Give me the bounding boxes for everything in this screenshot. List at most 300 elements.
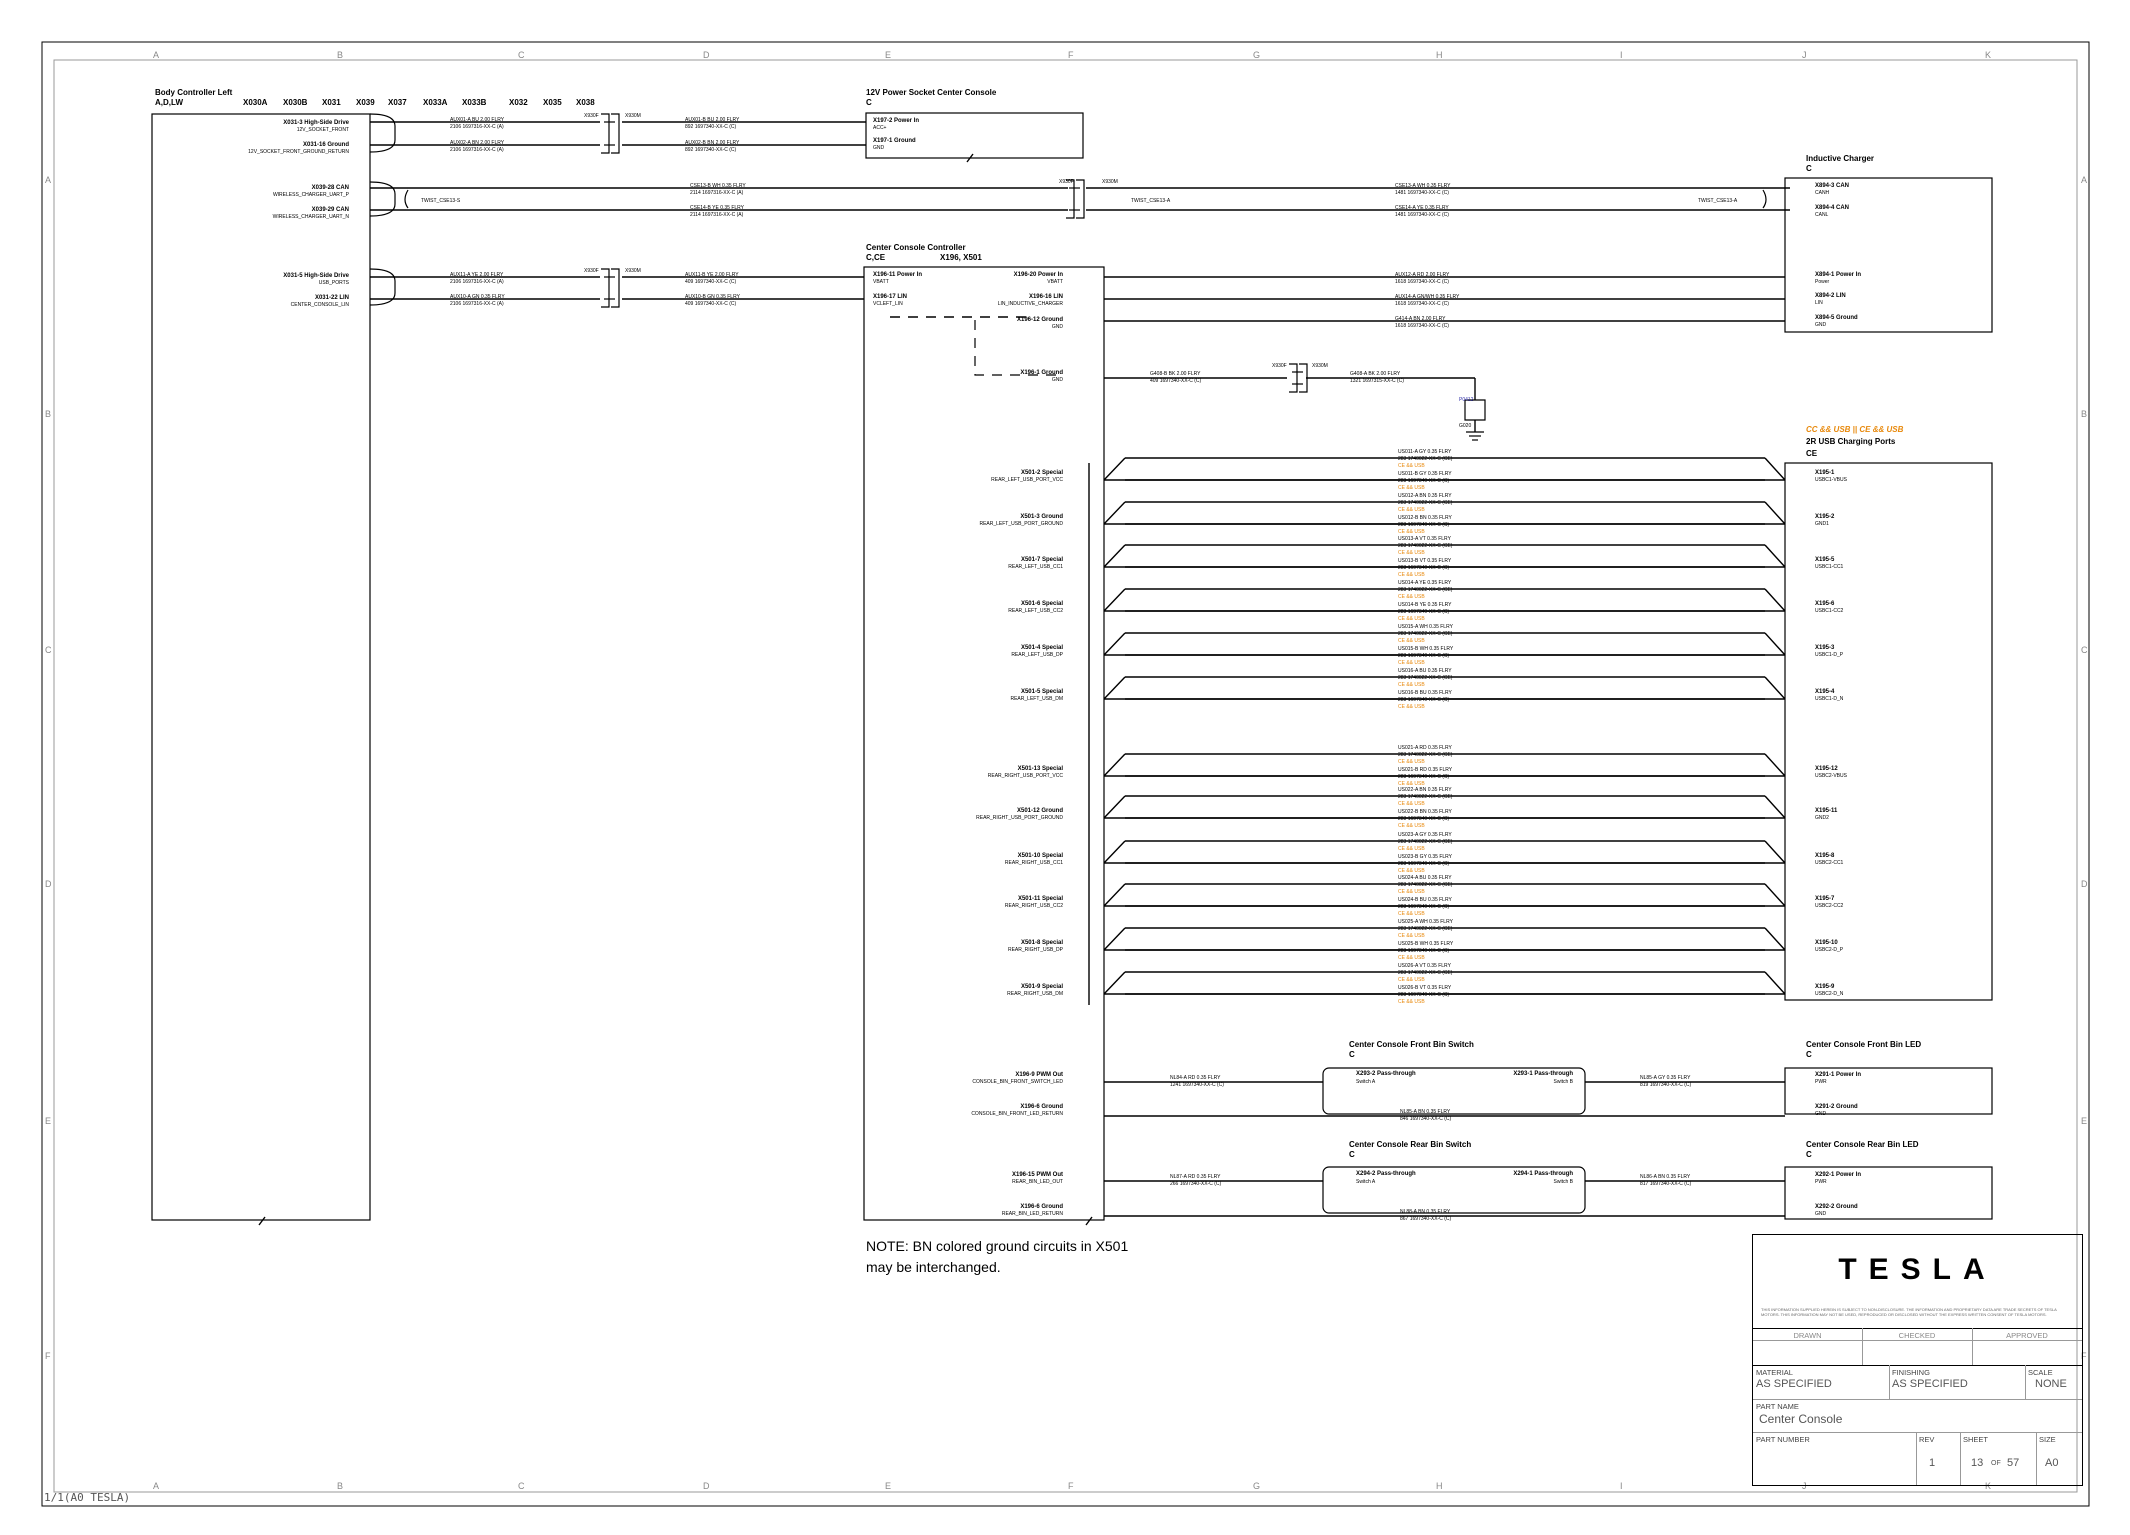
usb-wire-splay (1104, 677, 1125, 699)
rear-switch-pin-sig: Switch B (1553, 1179, 1573, 1185)
body-pin-id: X031-3 High-Side Drive (283, 120, 349, 126)
charger-pin-signal: CANH (1815, 190, 1830, 196)
charger-wire-part: 1618 1697340-XX-C (C) (1395, 279, 1449, 285)
rear-bin-wire: NL88-A BN 0.35 FLRY (1400, 1209, 1451, 1215)
usb-option-tag: CE && USB (1398, 999, 1425, 1005)
charger-wire-part: 1618 1697340-XX-C (C) (1395, 323, 1449, 329)
usb-wire-b-label-part: 283 1697340-XX-C (C) (1398, 478, 1450, 484)
grid-col-bottom: G (1253, 1481, 1261, 1491)
usb-option-tag: CE && USB (1398, 682, 1425, 688)
usb-port-pin-signal: USBC2-CC1 (1815, 860, 1844, 866)
finishing-value: AS SPECIFIED (1892, 1378, 1968, 1390)
ccc-usb-signal: REAR_RIGHT_USB_CC1 (1004, 860, 1063, 866)
twist-label-right: TWIST_CSE13-A (1698, 198, 1738, 204)
usb-wire-b-label: US024-B BU 0.35 FLRY (1398, 897, 1452, 903)
material-value: AS SPECIFIED (1756, 1378, 1832, 1390)
usb-wire-splay (1104, 796, 1125, 818)
twist-label-mid: TWIST_CSE13-A (1131, 198, 1171, 204)
rear-switch-title: Center Console Rear Bin Switch (1349, 1140, 1472, 1149)
usb-power-wire-b-part: 409 1697340-XX-C (C) (685, 301, 737, 307)
ccc-usb-signal: REAR_RIGHT_USB_DP (1007, 947, 1063, 953)
grid-row-left: F (45, 1351, 51, 1361)
usb-wire-b-label: US014-B YE 0.35 FLRY (1398, 602, 1452, 608)
ccc-inner-signal: LIN_INDUCTIVE_CHARGER (997, 301, 1063, 307)
grid-col-top: C (518, 50, 525, 60)
usb-option-tag: CE && USB (1398, 507, 1425, 513)
grid-row-left: E (45, 1116, 52, 1126)
charger-pin-signal: GND (1815, 322, 1827, 328)
grid-col-top: F (1068, 50, 1074, 60)
grid-col-top: J (1802, 50, 1807, 60)
usb-port-pin-id: X195-1 (1815, 470, 1835, 476)
size-value: A0 (2045, 1457, 2059, 1469)
inline-x930m: X930M (1102, 179, 1118, 185)
socket-title: 12V Power Socket Center Console (866, 88, 997, 97)
usb-port-pin-id: X195-2 (1815, 514, 1835, 520)
sheet-of: OF (1991, 1460, 2001, 1467)
twist-mark (1763, 190, 1766, 208)
body-controller-connector: X031 (322, 98, 341, 107)
front-switch-pin-sig: Switch A (1356, 1079, 1376, 1085)
charger-pin-id: X894-4 CAN (1815, 205, 1850, 211)
grid-row-left: C (45, 645, 52, 655)
usb-wire-a-label: US011-A GY 0.35 FLRY (1398, 449, 1452, 455)
approved-label: APPROVED (2006, 1331, 2048, 1340)
ccc-bin-signal: REAR_BIN_LED_OUT (1012, 1179, 1063, 1185)
ccc-usb-pin: X501-3 Ground (1020, 514, 1063, 520)
usb-wire-splay (1765, 972, 1785, 994)
front-led-sig: GND (1815, 1111, 1827, 1117)
usb-wire-a-label: US013-A VT 0.35 FLRY (1398, 536, 1451, 542)
grid-col-bottom: A (153, 1481, 160, 1491)
grid-row-left: D (45, 879, 52, 889)
usb-option-label: CC && USB || CE && USB (1806, 425, 1904, 434)
usb-wire-splay (1104, 841, 1125, 863)
charger-pin-signal: CANL (1815, 212, 1829, 218)
usb-wire-splay (1765, 502, 1785, 524)
front-led-variants: C (1806, 1050, 1812, 1059)
grid-row-right: E (2081, 1116, 2088, 1126)
usb-power-wire-b-part: 409 1697340-XX-C (C) (685, 279, 737, 285)
usb-option-tag: CE && USB (1398, 846, 1425, 852)
usb-option-tag: CE && USB (1398, 759, 1425, 765)
usb-wire-b-label: US016-B BU 0.35 FLRY (1398, 690, 1452, 696)
usb-wire-b-label-part: 283 1697340-XX-C (C) (1398, 904, 1450, 910)
charger-wire: AUX12-A RD 2.00 FLRY (1395, 272, 1450, 278)
charger-wire-part: 1618 1697340-XX-C (C) (1395, 301, 1449, 307)
grid-col-top: A (153, 50, 160, 60)
inline-x930-can-f (1066, 180, 1074, 218)
grid-row-right: B (2081, 409, 2088, 419)
usb-wire-splay (1765, 754, 1785, 776)
ground-wire-part: 409 1697340-XX-C (C) (1150, 378, 1202, 384)
usb-wire-b-label-part: 283 1697340-XX-C (C) (1398, 992, 1450, 998)
rear-led-sig: PWR (1815, 1179, 1827, 1185)
usb-wire-a-label-part: 283 1740022-XX-C (CE) (1398, 675, 1453, 681)
rear-led-pin: X292-2 Ground (1815, 1204, 1858, 1210)
socket-variants: C (866, 98, 872, 107)
ccc-usb-pin: X501-7 Special (1020, 557, 1063, 563)
break-tick (259, 1217, 265, 1225)
inline-x930f: X930F (584, 268, 599, 274)
charger-variants: C (1806, 164, 1812, 173)
usb-option-tag: CE && USB (1398, 550, 1425, 556)
usb-power-wire-a: AUX10-A GN 0.35 FLRY (450, 294, 505, 300)
usb-power-wire-b: AUX11-B YE 2.00 FLRY (685, 272, 739, 278)
twist-mark (405, 190, 408, 208)
ccc-inner-pin: X196-20 Power In (1013, 272, 1063, 278)
usb-port-pin-signal: USBC1-CC1 (1815, 564, 1844, 570)
usb-wire-splay (1765, 841, 1785, 863)
usb-port-pin-signal: USBC2-CC2 (1815, 903, 1844, 909)
ccc-usb-signal: REAR_LEFT_USB_PORT_GROUND (979, 521, 1063, 527)
sheet-label: SHEET (1963, 1435, 1989, 1444)
body-controller-connector: X037 (388, 98, 407, 107)
body-pin-id: X031-16 Ground (302, 142, 349, 148)
usb-option-tag: CE && USB (1398, 801, 1425, 807)
usb-wire-b-label: US025-B WH 0.35 FLRY (1398, 941, 1454, 947)
ccc-usb-signal: REAR_LEFT_USB_DP (1011, 652, 1063, 658)
rear-bin-wire-part: 266 1697340-XX-C (C) (1170, 1181, 1222, 1187)
usb-wire-a-label-part: 283 1740022-XX-C (CE) (1398, 631, 1453, 637)
usb-wire-splay (1765, 796, 1785, 818)
front-led-title: Center Console Front Bin LED (1806, 1040, 1922, 1049)
usb-wire-b-label-part: 283 1697340-XX-C (C) (1398, 861, 1450, 867)
grid-row-right: A (2081, 175, 2088, 185)
ccc-title: Center Console Controller (866, 243, 966, 252)
ccc-usb-signal: REAR_LEFT_USB_CC1 (1008, 564, 1063, 570)
usb-wire-b-label: US015-B WH 0.35 FLRY (1398, 646, 1454, 652)
ccc-inner-signal: GND (1051, 377, 1063, 383)
body-controller-connector: X038 (576, 98, 595, 107)
charger-pin-id: X894-3 CAN (1815, 183, 1850, 189)
ground-point-id: G020 (1459, 423, 1472, 429)
usb-wire-b-label-part: 283 1697340-XX-C (C) (1398, 609, 1450, 615)
socket-pin-signal: GND (873, 145, 885, 151)
ccc-pin-id: X196-11 Power In (873, 272, 923, 278)
usb-port-pin-id: X195-8 (1815, 853, 1835, 859)
ground-wire-part: 1321 1697315-XX-C (C) (1350, 378, 1404, 384)
body-pin-signal: CENTER_CONSOLE_LIN (290, 302, 349, 308)
ccc-variants: C,CE (866, 253, 886, 262)
usb-wire-splay (1104, 502, 1125, 524)
charger-title: Inductive Charger (1806, 154, 1875, 163)
grid-col-bottom: I (1620, 1481, 1623, 1491)
body-controller-connector: X030A (243, 98, 268, 107)
usb-option-tag: CE && USB (1398, 660, 1425, 666)
front-bin-wire: NL85-A GY 0.35 FLRY (1640, 1075, 1691, 1081)
usb-port-pin-id: X195-12 (1815, 766, 1838, 772)
usb-wire-splay (1765, 633, 1785, 655)
ground-point-label: P0412 (1459, 397, 1474, 403)
ccc-usb-signal: REAR_RIGHT_USB_PORT_VCC (987, 773, 1063, 779)
inline-x930f: X930F (1272, 363, 1287, 369)
usb-wire-b-label: US021-B RD 0.35 FLRY (1398, 767, 1453, 773)
socket-pin-id: X197-2 Power In (873, 118, 920, 124)
usb-wire-splay (1765, 677, 1785, 699)
can-wire-part: 1481 1697340-XX-C (C) (1395, 212, 1449, 218)
usb-port-pin-signal: USBC1-D_P (1815, 652, 1844, 658)
usb-wire-a-label-part: 283 1740022-XX-C (CE) (1398, 752, 1453, 758)
ground-wire: G408-B BK 2.00 FLRY (1150, 371, 1201, 377)
ccc-usb-pin: X501-8 Special (1020, 940, 1063, 946)
disclaimer-text: THIS INFORMATION SUPPLIED HEREIN IS SUBJECT TO NON-DISCLOSURE. THE INFORMATION AND PROPRIETARY DATA ARE TRADE SECRETS OF TESLA MOTORS. THIS INFORMATION MAY NOT BE USED, REPRODUCED OR DISCLOSED WITHOUT THE EXPRESS WRITTEN CONSENT OF TESLA MOTORS. (1761, 1307, 2057, 1317)
usb-wire-b-label: US023-B GY 0.35 FLRY (1398, 854, 1453, 860)
socket-wire-a-part: 2106 1697316-XX-C (A) (450, 147, 504, 153)
rev-label: REV (1919, 1435, 1935, 1444)
usb-wire-b-label-part: 283 1697340-XX-C (C) (1398, 522, 1450, 528)
body-controller-connector: X032 (509, 98, 528, 107)
ground-point (1465, 400, 1485, 420)
usb-option-tag: CE && USB (1398, 868, 1425, 874)
can-wire: CSE14-A YE 0.35 FLRY (1395, 205, 1449, 211)
socket-wire-a: AUX02-A BN 2.00 FLRY (450, 140, 505, 146)
interchange-note: NOTE: BN colored ground circuits in X501 may be interchanged. (866, 1238, 1129, 1275)
usb-wire-splay (1104, 633, 1125, 655)
usb-option-tag: CE && USB (1398, 704, 1425, 710)
usb-power-wire-b: AUX10-B GN 0.35 FLRY (685, 294, 740, 300)
usb-option-tag: CE && USB (1398, 616, 1425, 622)
usb-port-pin-signal: GND1 (1815, 521, 1829, 527)
usb-wire-splay (1765, 589, 1785, 611)
rear-switch-variants: C (1349, 1150, 1355, 1159)
usb-wire-splay (1765, 458, 1785, 480)
usb-option-tag: CE && USB (1398, 977, 1425, 983)
finishing-label: FINISHING (1892, 1368, 1930, 1377)
socket-pin-id: X197-1 Ground (873, 138, 916, 144)
grid-col-bottom: E (885, 1481, 892, 1491)
usb-wire-a-label: US025-A WH 0.35 FLRY (1398, 919, 1453, 925)
usb-port-pin-id: X195-11 (1815, 808, 1838, 814)
front-led-pin: X291-1 Power In (1815, 1072, 1862, 1078)
usb-option-tag: CE && USB (1398, 572, 1425, 578)
inline-x930-gnd-f (1289, 364, 1297, 392)
usb-wire-splay (1104, 884, 1125, 906)
ccc-usb-pin: X501-4 Special (1020, 645, 1063, 651)
grid-col-bottom: F (1068, 1481, 1074, 1491)
bc-shield-1 (370, 114, 395, 152)
ccc-usb-pin: X501-11 Special (1017, 896, 1063, 902)
grid-col-top: D (703, 50, 710, 60)
grid-col-bottom: H (1436, 1481, 1443, 1491)
usb-option-tag: CE && USB (1398, 638, 1425, 644)
usb-wire-splay (1104, 458, 1125, 480)
can-wire: CSE14-B YE 0.35 FLRY (690, 205, 745, 211)
usb-port-pin-signal: GND2 (1815, 815, 1829, 821)
body-pin-id: X039-29 CAN (311, 207, 349, 213)
inline-x930m: X930M (625, 113, 641, 119)
socket-wire-b-part: 892 1697340-XX-C (C) (685, 124, 737, 130)
body-controller-connector: X035 (543, 98, 562, 107)
inline-x930m: X930M (625, 268, 641, 274)
ccc-usb-pin: X501-13 Special (1017, 766, 1063, 772)
rear-led-pin: X292-1 Power In (1815, 1172, 1862, 1178)
charger-pin-id: X894-2 LIN (1815, 293, 1846, 299)
grid-row-right: C (2081, 645, 2088, 655)
can-wire-part: 2114 1697316-XX-C (A) (690, 190, 744, 196)
scale-label: SCALE (2028, 1368, 2053, 1377)
front-bin-wire-part: 819 1697340-XX-C (C) (1640, 1082, 1692, 1088)
usb-port-pin-id: X195-9 (1815, 984, 1835, 990)
front-bin-wire-part: 846 1697340-XX-C (C) (1400, 1116, 1452, 1122)
usb-option-tag: CE && USB (1398, 529, 1425, 535)
can-wire-part: 1481 1697340-XX-C (C) (1395, 190, 1449, 196)
usb-ports-variants: CE (1806, 449, 1818, 458)
ccc-inner-pin: X196-16 LIN (1028, 294, 1063, 300)
body-controller-variants: A,D,LW (155, 98, 183, 107)
body-pin-id: X031-22 LIN (314, 295, 349, 301)
grid-row-right: D (2081, 879, 2088, 889)
body-controller-connector: X039 (356, 98, 375, 107)
body-pin-signal: USB_PORTS (318, 280, 349, 286)
usb-wire-splay (1104, 972, 1125, 994)
usb-port-pin-id: X195-5 (1815, 557, 1835, 563)
charger-pin-id: X894-5 Ground (1815, 315, 1858, 321)
ccc-bin-pin: X196-9 PWM Out (1015, 1072, 1063, 1078)
grid-col-bottom: K (1985, 1481, 1992, 1491)
rear-switch-pin: X294-2 Pass-through (1356, 1171, 1416, 1177)
ccc-usb-pin: X501-12 Ground (1016, 808, 1063, 814)
usb-wire-a-label: US024-A BU 0.35 FLRY (1398, 875, 1452, 881)
usb-wire-b-label: US011-B GY 0.35 FLRY (1398, 471, 1452, 477)
charger-box (1785, 178, 1992, 332)
grid-col-top: I (1620, 50, 1623, 60)
rear-bin-wire-part: 867 1697340-XX-C (C) (1400, 1216, 1452, 1222)
usb-wire-a-label: US023-A GY 0.35 FLRY (1398, 832, 1452, 838)
ccc-usb-pin: X501-10 Special (1017, 853, 1063, 859)
socket-pin-signal: ACC+ (873, 125, 887, 131)
grid-col-top: G (1253, 50, 1261, 60)
usb-wire-splay (1104, 928, 1125, 950)
charger-pin-id: X894-1 Power In (1815, 272, 1862, 278)
inline-x930-gnd-m (1299, 364, 1307, 392)
grid-row-right: F (2081, 1351, 2087, 1361)
ccc-pin-signal: VBATT (873, 279, 889, 285)
usb-option-tag: CE && USB (1398, 889, 1425, 895)
usb-wire-a-label-part: 283 1740022-XX-C (CE) (1398, 456, 1453, 462)
inline-x930f: X930F (1059, 179, 1074, 185)
can-wire: CSE13-B WH 0.35 FLRY (690, 183, 746, 189)
part-name-label: PART NAME (1756, 1402, 1799, 1411)
usb-wire-a-label: US016-A BU 0.35 FLRY (1398, 668, 1452, 674)
ccc-box (864, 267, 1104, 1220)
usb-port-pin-signal: USBC2-VBUS (1815, 773, 1847, 779)
usb-wire-a-label-part: 283 1740022-XX-C (CE) (1398, 543, 1453, 549)
ccc-bin-signal: CONSOLE_BIN_FRONT_LED_RETURN (971, 1111, 1063, 1117)
socket-wire-a: AUX01-A BU 2.00 FLRY (450, 117, 505, 123)
front-bin-wire-part: 1241 1697340-XX-C (C) (1170, 1082, 1224, 1088)
part-name-value: Center Console (1759, 1412, 1843, 1426)
usb-ports-box (1785, 463, 1992, 1000)
body-pin-signal: 12V_SOCKET_FRONT (296, 127, 349, 133)
usb-wire-b-label: US013-B VT 0.35 FLRY (1398, 558, 1452, 564)
twist-label-left: TWIST_CSE13-S (421, 198, 461, 204)
inline-x930-can-m (1076, 180, 1084, 218)
grid-row-left: B (45, 409, 52, 419)
grid-col-bottom: B (337, 1481, 344, 1491)
can-wire-part: 2114 1697316-XX-C (A) (690, 212, 744, 218)
rear-bin-wire: NL86-A BN 0.35 FLRY (1640, 1174, 1691, 1180)
usb-port-pin-signal: USBC1-VBUS (1815, 477, 1847, 483)
rev-value: 1 (1929, 1457, 1936, 1469)
usb-wire-a-label-part: 283 1740022-XX-C (CE) (1398, 587, 1453, 593)
usb-option-tag: CE && USB (1398, 594, 1425, 600)
usb-wire-a-label-part: 283 1740022-XX-C (CE) (1398, 794, 1453, 800)
usb-wire-b-label-part: 283 1697340-XX-C (C) (1398, 697, 1450, 703)
ccc-dashed-region (975, 320, 1057, 375)
ccc-usb-pin: X501-6 Special (1020, 601, 1063, 607)
usb-option-tag: CE && USB (1398, 823, 1425, 829)
ccc-inner-pin: X196-1 Ground (1020, 370, 1063, 376)
usb-wire-b-label-part: 283 1697340-XX-C (C) (1398, 653, 1450, 659)
sheet-number: 13 (1971, 1457, 1984, 1469)
charger-pin-signal: Power (1815, 279, 1830, 285)
part-number-label: PART NUMBER (1756, 1435, 1810, 1444)
usb-wire-b-label: US012-B BN 0.35 FLRY (1398, 515, 1452, 521)
ccc-usb-signal: REAR_RIGHT_USB_PORT_GROUND (976, 815, 1063, 821)
grid-col-top: B (337, 50, 344, 60)
checked-label: CHECKED (1898, 1331, 1936, 1340)
front-switch-pin: X293-1 Pass-through (1513, 1071, 1573, 1077)
usb-power-wire-a-part: 2106 1697316-XX-C (A) (450, 301, 504, 307)
front-switch-title: Center Console Front Bin Switch (1349, 1040, 1474, 1049)
ccc-pin-id: X196-17 LIN (873, 294, 908, 300)
socket-wire-b-part: 892 1697340-XX-C (C) (685, 147, 737, 153)
body-pin-id: X039-28 CAN (311, 185, 349, 191)
can-wire: CSE13-A WH 0.35 FLRY (1395, 183, 1451, 189)
rear-led-sig: GND (1815, 1211, 1827, 1217)
scale-value: NONE (2035, 1378, 2067, 1390)
charger-pin-signal: LIN (1815, 300, 1823, 306)
usb-power-wire-a-part: 2106 1697316-XX-C (A) (450, 279, 504, 285)
body-pin-signal: WIRELESS_CHARGER_UART_N (272, 214, 349, 220)
rear-switch-pin: X294-1 Pass-through (1513, 1171, 1573, 1177)
title-block (1752, 1234, 2083, 1486)
size-label: SIZE (2039, 1435, 2056, 1444)
front-switch-variants: C (1349, 1050, 1355, 1059)
usb-wire-b-label-part: 283 1697340-XX-C (C) (1398, 816, 1450, 822)
ccc-usb-signal: REAR_LEFT_USB_CC2 (1008, 608, 1063, 614)
charger-wire: AUX14-A GN/WH 0.35 FLRY (1395, 294, 1460, 300)
tesla-logo: TESLA (1838, 1253, 1997, 1286)
usb-port-pin-signal: USBC1-D_N (1815, 696, 1844, 702)
front-bin-wire: NL84-A RD 0.35 FLRY (1170, 1075, 1221, 1081)
usb-option-tag: CE && USB (1398, 911, 1425, 917)
usb-wire-b-label: US022-B BN 0.35 FLRY (1398, 809, 1452, 815)
socket-wire-b: AUX02-B BN 2.00 FLRY (685, 140, 740, 146)
socket-wire-a-part: 2106 1697316-XX-C (A) (450, 124, 504, 130)
rear-bin-wire-part: 817 1697340-XX-C (C) (1640, 1181, 1692, 1187)
usb-wire-a-label: US021-A RD 0.35 FLRY (1398, 745, 1452, 751)
usb-port-pin-id: X195-4 (1815, 689, 1835, 695)
usb-wire-a-label: US026-A VT 0.35 FLRY (1398, 963, 1451, 969)
front-led-sig: PWR (1815, 1079, 1827, 1085)
bc-shield-2 (370, 182, 395, 216)
ccc-usb-signal: REAR_RIGHT_USB_CC2 (1004, 903, 1063, 909)
usb-wire-a-label-part: 283 1740022-XX-C (CE) (1398, 882, 1453, 888)
usb-wire-splay (1104, 589, 1125, 611)
usb-wire-splay (1765, 928, 1785, 950)
inline-x930-usbpwr-m (611, 269, 619, 307)
ccc-inner-signal: VBATT (1047, 279, 1063, 285)
usb-port-pin-id: X195-3 (1815, 645, 1835, 651)
usb-power-wire-a: AUX11-A YE 2.00 FLRY (450, 272, 504, 278)
body-controller-connector: X030B (283, 98, 308, 107)
inline-x930-socket-m (611, 114, 619, 153)
ccc-bin-pin: X196-6 Ground (1020, 1104, 1063, 1110)
usb-wire-a-label: US014-A YE 0.35 FLRY (1398, 580, 1452, 586)
ccc-usb-signal: REAR_RIGHT_USB_DM (1007, 991, 1063, 997)
